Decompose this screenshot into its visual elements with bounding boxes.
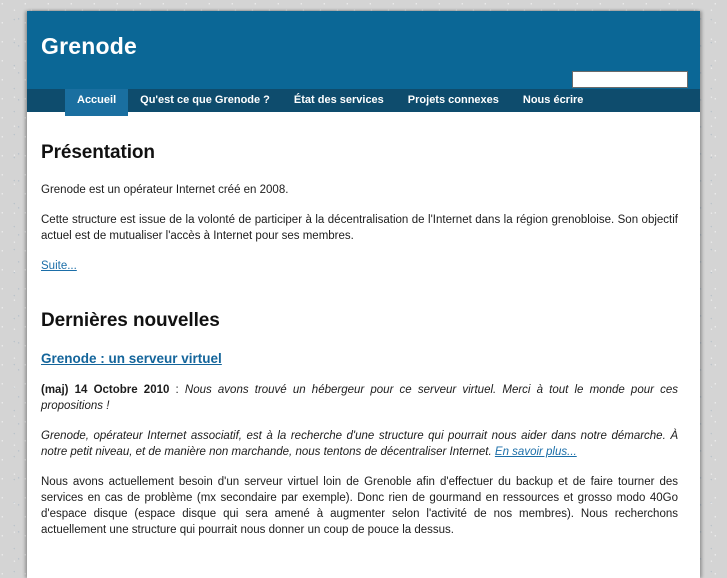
nav-link-etat-des-services[interactable]: État des services: [293, 94, 384, 106]
news-heading: Dernières nouvelles: [41, 310, 220, 331]
nav-link-projets-connexes[interactable]: Projets connexes: [407, 94, 499, 106]
nav-link-quest-ce-que-grenode[interactable]: Qu'est ce que Grenode ?: [140, 94, 270, 106]
news-item-link[interactable]: Grenode : un serveur virtuel: [41, 351, 222, 366]
news-update-date: (maj) 14 Octobre 2010: [41, 384, 170, 396]
search-input[interactable]: [572, 71, 688, 88]
nav-list: [27, 89, 700, 112]
news-item-title: [41, 350, 678, 368]
nav-item-accueil[interactable]: [65, 89, 128, 112]
main-content: [27, 112, 700, 578]
site-title: Grenode: [41, 33, 137, 59]
nav-link-nous-ecrire[interactable]: Nous écrire: [522, 94, 584, 106]
nav-item-etat-des-services[interactable]: [282, 89, 396, 112]
site-header: [27, 11, 700, 89]
en-savoir-plus-link[interactable]: En savoir plus...: [494, 446, 577, 458]
presentation-paragraph-1: Grenode est un opérateur Internet créé en 2008.: [41, 184, 289, 196]
presentation-paragraph-2: Cette structure est issue de la volonté de participer à la décentralisation de l'Internet dans la région grenobloise. Son objectif actuel est de mutualiser l'accès à Internet pour ses membres.: [41, 214, 678, 242]
nav-item-nous-ecrire[interactable]: [511, 89, 596, 112]
news-italic-text: Grenode, opérateur Internet associatif, est à la recherche d'une structure qui pourrait nous aider dans notre démarche. À notre petit niveau, et de manière non marchande, nous tentons de décentraliser Internet.: [41, 430, 678, 458]
news-update-text: Nous avons trouvé un hébergeur pour ce serveur virtuel. Merci à tout le monde pour ces propositions !: [41, 384, 678, 412]
page-container: [27, 11, 700, 578]
presentation-heading: Présentation: [41, 142, 155, 163]
news-update-separator: :: [169, 384, 185, 396]
nav-item-projets-connexes[interactable]: [396, 89, 511, 112]
news-update-paragraph: [41, 382, 678, 414]
search-form: [572, 69, 688, 88]
main-navigation: [27, 89, 700, 112]
presentation-more-paragraph: [41, 258, 678, 274]
news-last-paragraph: Nous avons actuellement besoin d'un serveur virtuel loin de Grenoble afin d'effectuer du backup et de faire tourner des services en cas de problème (mx secondaire par exemple). Donc rien de gourmand en ressources et grosso modo 40Go d'espace disque (espace disque qui sera amené à augmenter selon l'activité de nos membres). Nous recherchons actuellement une structure qui pourrait nous donner un coup de pouce la dessus.: [41, 476, 678, 536]
nav-link-accueil[interactable]: Accueil: [65, 89, 128, 116]
nav-item-quest-ce-que-grenode[interactable]: [128, 89, 282, 112]
content-inner: [41, 142, 678, 538]
news-italic-paragraph: [41, 428, 678, 460]
suite-link[interactable]: Suite...: [41, 260, 77, 272]
